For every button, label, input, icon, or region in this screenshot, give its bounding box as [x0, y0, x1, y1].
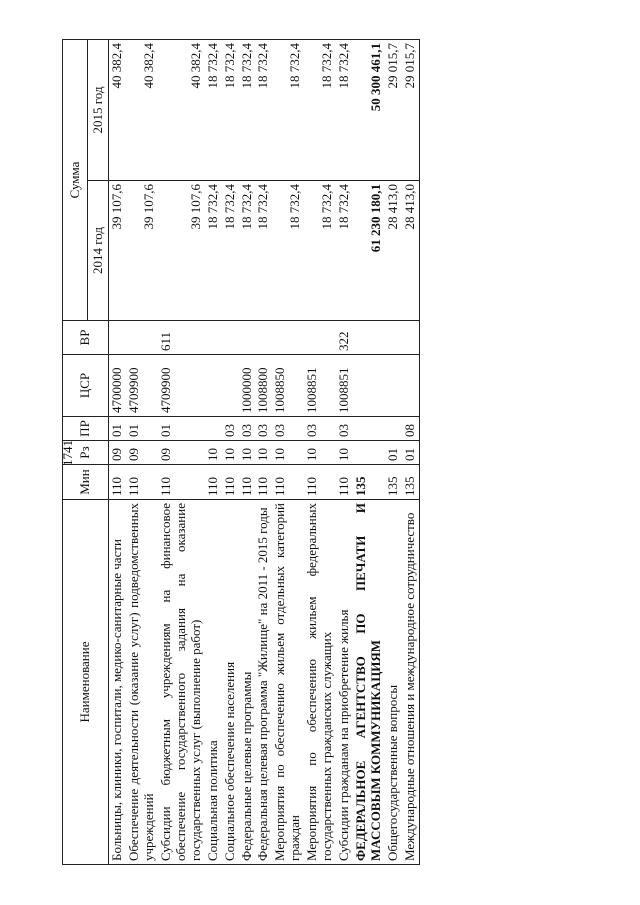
table-body — [109, 40, 420, 865]
table-row — [255, 40, 272, 865]
cell-y2015: 18 732,4 — [255, 40, 272, 181]
cell-name: Социальная политика — [205, 500, 222, 865]
cell-csr: 1008851 — [336, 355, 353, 417]
table-row — [353, 40, 385, 865]
table-row — [109, 40, 126, 865]
table-row — [239, 40, 256, 865]
cell-name: Общегосударственные вопросы — [385, 500, 402, 865]
cell-y2015: 18 732,4 — [205, 40, 222, 181]
cell-y2014: 18 732,4 — [255, 181, 272, 321]
cell-vr — [255, 321, 272, 355]
cell-y2014: 18 732,4 — [205, 181, 222, 321]
cell-y2014: 39 107,6 — [158, 181, 205, 321]
cell-vr — [205, 321, 222, 355]
cell-csr: 1008800 — [255, 355, 272, 417]
cell-csr — [385, 355, 402, 417]
cell-rz: 09 — [158, 441, 205, 465]
cell-pr: 01 — [126, 417, 158, 441]
cell-rz: 09 — [126, 441, 158, 465]
cell-y2015: 40 382,4 — [158, 40, 205, 181]
cell-vr — [222, 321, 239, 355]
page-number: 1741 — [60, 440, 75, 466]
cell-rz: 10 — [255, 441, 272, 465]
cell-min: 110 — [205, 465, 222, 500]
cell-min: 110 — [255, 465, 272, 500]
cell-y2014: 18 732,4 — [304, 181, 336, 321]
cell-csr: 4709900 — [126, 355, 158, 417]
cell-min: 110 — [126, 465, 158, 500]
cell-rz: 10 — [272, 441, 304, 465]
cell-rz: 09 — [109, 441, 126, 465]
cell-vr — [402, 321, 419, 355]
table-row — [272, 40, 304, 865]
cell-y2014: 39 107,6 — [126, 181, 158, 321]
cell-y2015: 18 732,4 — [336, 40, 353, 181]
cell-min: 110 — [336, 465, 353, 500]
cell-y2015: 29 015,7 — [385, 40, 402, 181]
header-csr: ЦСР — [63, 355, 109, 417]
cell-name: Федеральные целевые программы — [239, 500, 256, 865]
cell-name: Мероприятия по обеспечению жильем федеральных государственных гражданских служащих — [304, 500, 336, 865]
cell-vr — [353, 321, 385, 355]
cell-vr: 322 — [336, 321, 353, 355]
cell-pr: 03 — [255, 417, 272, 441]
cell-min: 110 — [304, 465, 336, 500]
cell-rz: 10 — [239, 441, 256, 465]
cell-y2014: 61 230 180,1 — [353, 181, 385, 321]
cell-rz: 01 — [402, 441, 419, 465]
cell-pr: 03 — [239, 417, 256, 441]
table-row — [126, 40, 158, 865]
cell-csr: 1008851 — [304, 355, 336, 417]
cell-name: Субсидии бюджетным учреждениям на финансовое обеспечение государственного задания на оказание государственных услуг (выполнение работ) — [158, 500, 205, 865]
header-2015: 2015 год — [88, 40, 109, 181]
cell-vr — [272, 321, 304, 355]
cell-vr — [385, 321, 402, 355]
cell-vr — [126, 321, 158, 355]
cell-y2015: 29 015,7 — [402, 40, 419, 181]
table-row — [385, 40, 402, 865]
cell-vr: 611 — [158, 321, 205, 355]
cell-rz: 01 — [385, 441, 402, 465]
cell-y2015: 18 732,4 — [272, 40, 304, 181]
cell-min: 135 — [385, 465, 402, 500]
cell-rz: 10 — [304, 441, 336, 465]
cell-y2014: 18 732,4 — [272, 181, 304, 321]
cell-y2015: 50 300 461,1 — [353, 40, 385, 181]
cell-csr: 4709900 — [158, 355, 205, 417]
cell-name: Обеспечение деятельности (оказание услуг) подведомственных учреждений — [126, 500, 158, 865]
header-vr: ВР — [63, 321, 109, 355]
cell-name: Субсидии гражданам на приобретение жилья — [336, 500, 353, 865]
cell-pr — [353, 417, 385, 441]
header-pr: ПР — [63, 417, 109, 441]
cell-pr: 01 — [158, 417, 205, 441]
cell-csr — [222, 355, 239, 417]
cell-y2015: 18 732,4 — [304, 40, 336, 181]
header-2014: 2014 год — [88, 181, 109, 321]
cell-csr: 4700000 — [109, 355, 126, 417]
cell-pr — [385, 417, 402, 441]
cell-rz: 10 — [336, 441, 353, 465]
cell-min: 135 — [353, 465, 385, 500]
cell-csr — [353, 355, 385, 417]
cell-name: Международные отношения и международное сотрудничество — [402, 500, 419, 865]
cell-min: 110 — [158, 465, 205, 500]
cell-min: 110 — [222, 465, 239, 500]
cell-name: Мероприятия по обеспечению жильем отдельных категорий граждан — [272, 500, 304, 865]
table-row — [158, 40, 205, 865]
cell-y2014: 28 413,0 — [385, 181, 402, 321]
cell-name: Федеральная целевая программа "Жилище" на 2011 - 2015 годы — [255, 500, 272, 865]
table-row — [205, 40, 222, 865]
cell-name: Больницы, клиники, госпитали, медико-санитарные части — [109, 500, 126, 865]
cell-min: 110 — [272, 465, 304, 500]
header-min: Мин — [63, 465, 109, 500]
cell-csr — [205, 355, 222, 417]
cell-y2015: 18 732,4 — [222, 40, 239, 181]
cell-csr: 1000000 — [239, 355, 256, 417]
cell-pr: 03 — [272, 417, 304, 441]
header-rz: Рз — [63, 441, 109, 465]
cell-vr — [239, 321, 256, 355]
cell-y2015: 40 382,4 — [126, 40, 158, 181]
cell-min: 135 — [402, 465, 419, 500]
cell-name: Социальное обеспечение населения — [222, 500, 239, 865]
cell-pr: 08 — [402, 417, 419, 441]
cell-vr — [109, 321, 126, 355]
cell-min: 110 — [239, 465, 256, 500]
cell-y2014: 18 732,4 — [336, 181, 353, 321]
table-row — [336, 40, 353, 865]
cell-vr — [304, 321, 336, 355]
cell-csr: 1008850 — [272, 355, 304, 417]
cell-y2014: 28 413,0 — [402, 181, 419, 321]
budget-table — [62, 39, 420, 865]
rotated-page — [62, 40, 582, 865]
table-row — [222, 40, 239, 865]
cell-y2015: 40 382,4 — [109, 40, 126, 181]
cell-rz — [353, 441, 385, 465]
header-sum: Сумма — [63, 40, 88, 321]
cell-pr: 01 — [109, 417, 126, 441]
cell-pr: 03 — [304, 417, 336, 441]
cell-y2015: 18 732,4 — [239, 40, 256, 181]
table-row — [402, 40, 419, 865]
cell-pr: 03 — [222, 417, 239, 441]
cell-name: ФЕДЕРАЛЬНОЕ АГЕНТСТВО ПО ПЕЧАТИ И МАССОВЫМ КОММУНИКАЦИЯМ — [353, 500, 385, 865]
cell-pr: 03 — [336, 417, 353, 441]
table-row — [304, 40, 336, 865]
cell-rz: 10 — [205, 441, 222, 465]
cell-rz: 10 — [222, 441, 239, 465]
cell-pr — [205, 417, 222, 441]
cell-csr — [402, 355, 419, 417]
cell-y2014: 18 732,4 — [222, 181, 239, 321]
cell-y2014: 18 732,4 — [239, 181, 256, 321]
header-name: Наименование — [63, 500, 109, 865]
cell-min: 110 — [109, 465, 126, 500]
cell-y2014: 39 107,6 — [109, 181, 126, 321]
